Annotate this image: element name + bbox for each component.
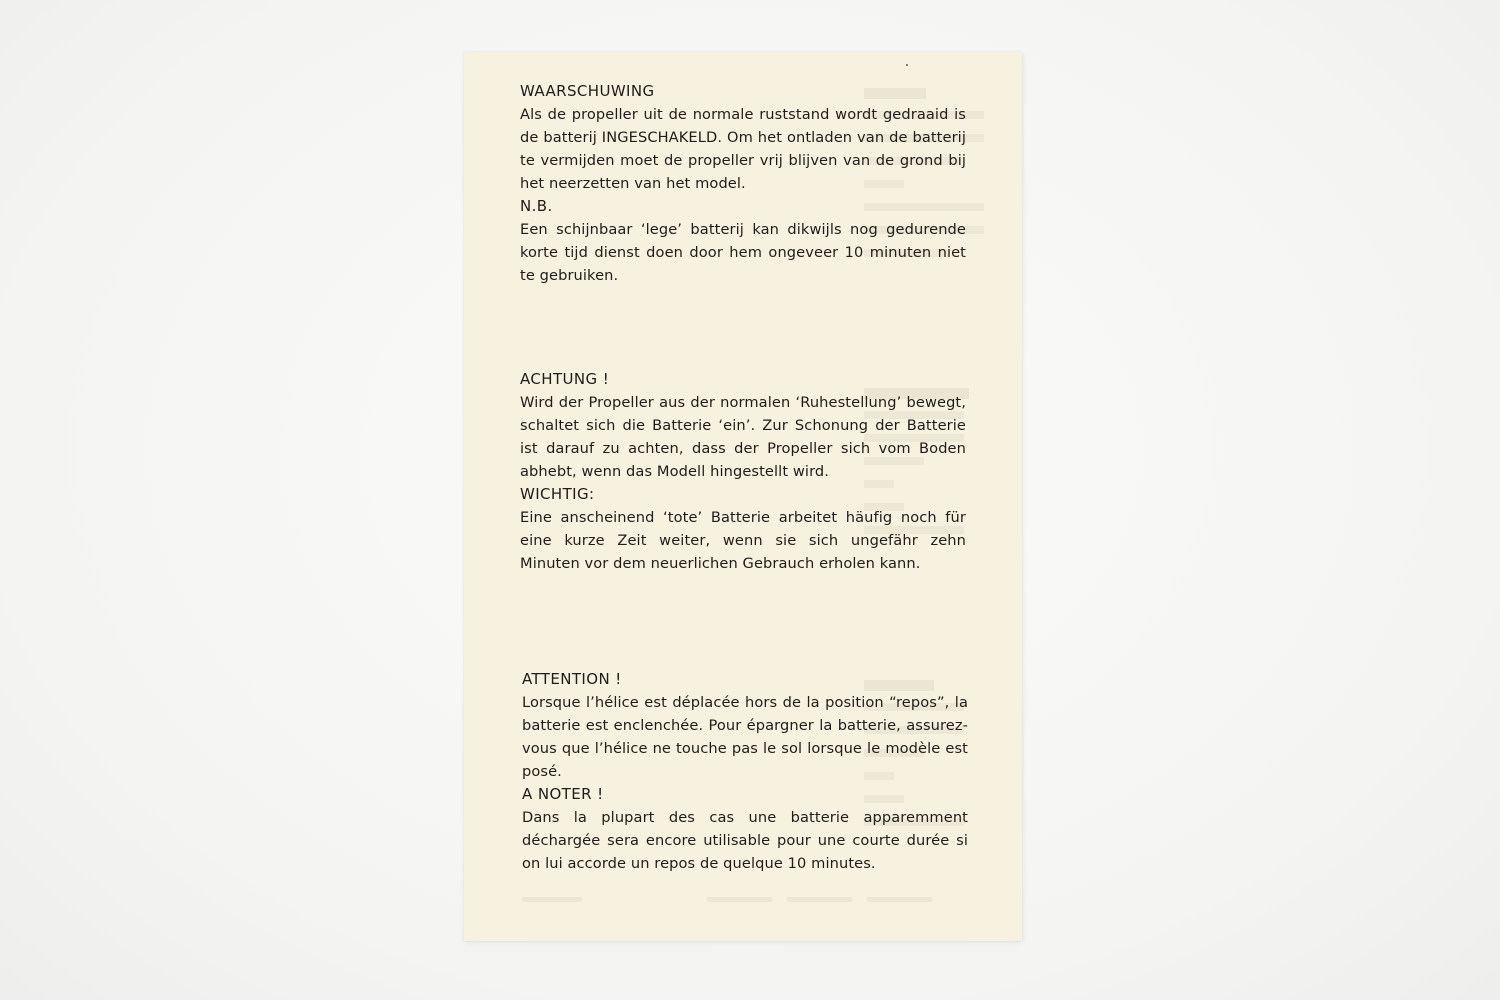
dutch-warning-text: Als de propeller uit de normale ruststand wordt gedraaid is de batterij INGESCHAKELD. Om het ontladen van de batterij te vermijden moet de propeller vrij blijven van de grond bij het neerzetten van het model. <box>520 106 966 192</box>
paper-speck <box>906 64 908 66</box>
dutch-warning-heading: WAARSCHUWING <box>520 82 655 100</box>
dutch-section <box>520 80 966 287</box>
german-warning-heading: ACHTUNG ! <box>520 370 610 388</box>
french-warning-heading: ATTENTION ! <box>522 670 622 688</box>
french-section <box>522 668 968 875</box>
german-note-heading: WICHTIG: <box>520 485 595 503</box>
french-note-text: Dans la plupart des cas une batterie apparemment déchargée sera encore utilisable pour une courte durée si on lui accorde un repos de quelque 10 minutes. <box>522 809 968 872</box>
reverse-side-footer-show-through <box>522 897 972 903</box>
instruction-leaflet <box>464 52 1022 941</box>
german-warning-text: Wird der Propeller aus der normalen ‘Ruhestellung’ bewegt, schaltet sich die Batterie ‘ein’. Zur Schonung der Batterie ist darauf zu achten, dass der Propeller sich vom Boden abhebt, wenn das Modell hingestellt wird. <box>520 394 966 480</box>
french-warning-text: Lorsque l’hélice est déplacée hors de la position “repos”, la batterie est enclenchée. Pour épargner la batterie, assurez-vous que l’hélice ne touche pas le sol lorsque le modèle est posé. <box>522 694 968 780</box>
german-note-text: Eine anscheinend ‘tote’ Batterie arbeitet häufig noch für eine kurze Zeit weiter, wenn sie sich ungefähr zehn Minuten vor dem neuerlichen Gebrauch erholen kann. <box>520 509 966 572</box>
german-section <box>520 368 966 575</box>
dutch-note-text: Een schijnbaar ‘lege’ batterij kan dikwijls nog gedurende korte tijd dienst doen door hem ongeveer 10 minuten niet te gebruiken. <box>520 221 966 284</box>
french-note-heading: A NOTER ! <box>522 785 604 803</box>
dutch-note-heading: N.B. <box>520 197 553 215</box>
